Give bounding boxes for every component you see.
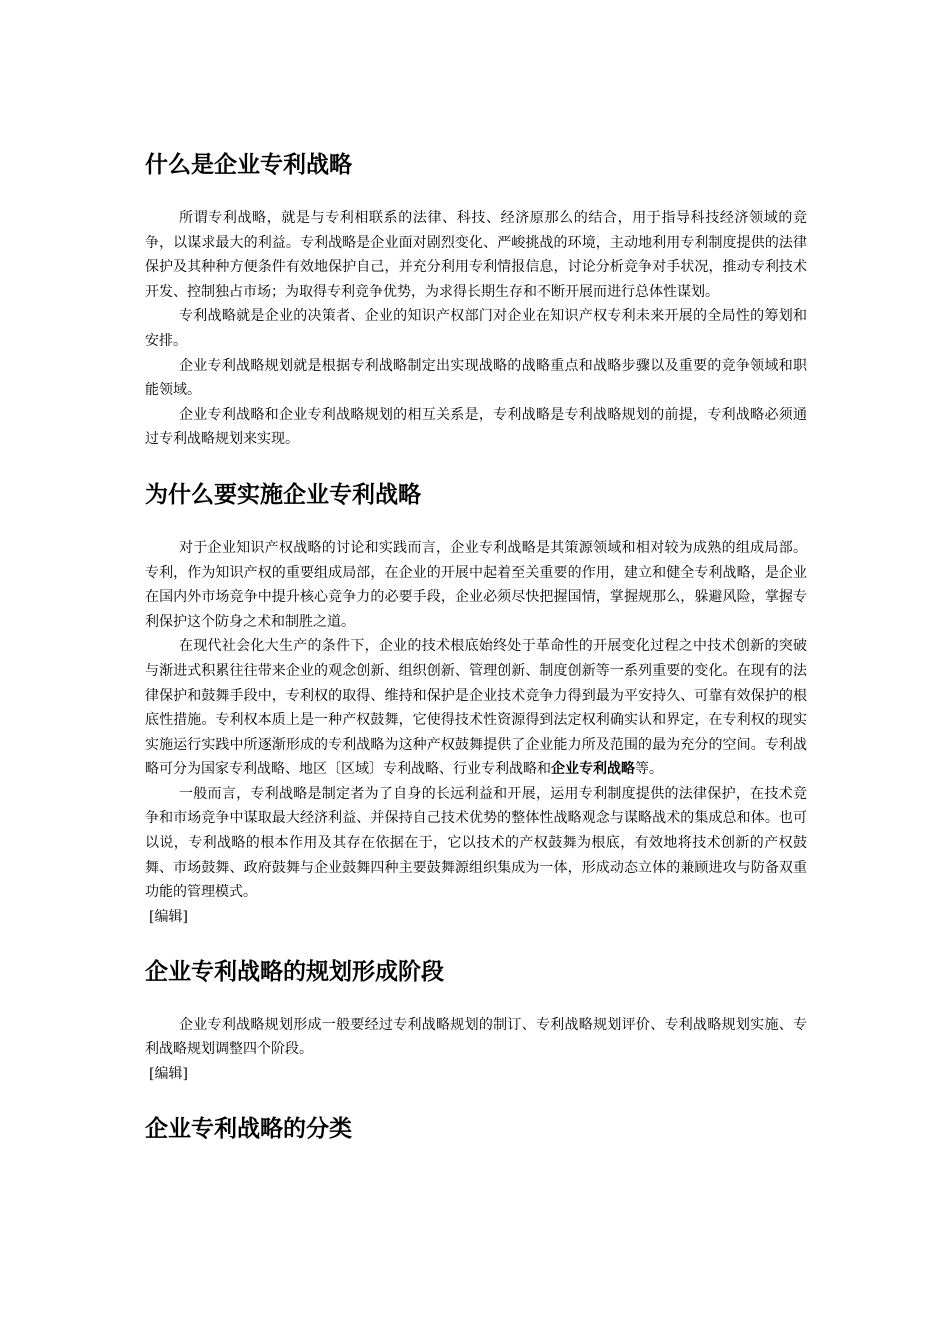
paragraph: 企业专利战略规划就是根据专利战略制定出实现战略的战略重点和战略步骤以及重要的竞争领域和职能领域。 <box>145 357 807 399</box>
paragraph: 企业专利战略和企业专利战略规划的相互关系是，专利战略是专利战略规划的前提，专利战略必须通过专利战略规划来实现。 <box>145 406 807 448</box>
paragraph: 企业专利战略规划形成一般要经过专利战略规划的制订、专利战略规划评价、专利战略规划实施、专利战略规划调整四个阶段。 <box>145 1016 807 1058</box>
edit-link[interactable]: [编辑] <box>149 908 188 925</box>
paragraph: 专利战略就是企业的决策者、企业的知识产权部门对企业在知识产权专利未来开展的全局性的筹划和安排。 <box>145 308 807 349</box>
edit-link[interactable]: [编辑] <box>149 1066 188 1083</box>
paragraph <box>145 634 807 782</box>
section-heading-why: 为什么要实施企业专利战略 <box>145 481 421 508</box>
section-heading-what-is: 什么是企业专利战略 <box>145 152 352 178</box>
document-page <box>145 150 807 1144</box>
section-heading-classification: 企业专利战略的分类 <box>145 1116 352 1143</box>
section-heading-stages: 企业专利战略的规划形成阶段 <box>145 958 444 985</box>
section-body-what-is <box>145 206 807 452</box>
enterprise-patent-strategy-link[interactable]: 企业专利战略 <box>551 761 635 778</box>
paragraph-suffix: 等。 <box>635 761 663 778</box>
paragraph: 所谓专利战略，就是与专利相联系的法律、科技、经济原那么的结合，用于指导科技经济领域的竞争，以谋求最大的利益。专利战略是企业面对剧烈变化、严峻挑战的环境，主动地利用专利制度提供的法律保护及其种种方便条件有效地保护自己，并充分利用专利情报信息，讨论分析竞争对手状况，推动专利技术开发、控制独占市场；为取得专利竞争优势，为求得长期生存和不断开展而进行总体性谋划。 <box>145 210 807 300</box>
section-body-stages <box>145 1013 807 1086</box>
section-body-why <box>145 536 807 929</box>
paragraph: 对于企业知识产权战略的讨论和实践而言，企业专利战略是其策源领域和相对较为成熟的组成局部。专利，作为知识产权的重要组成局部，在企业的开展中起着至关重要的作用，建立和健全专利战略，是企业在国内外市场竞争中提升核心竞争力的必要手段，企业必须尽快把握国情，掌握规那么，躲避风险，掌握专利保护这个防身之术和制胜之道。 <box>145 539 807 630</box>
paragraph-text: 在现代社会化大生产的条件下，企业的技术根底始终处于革命性的开展变化过程之中技术创新的突破与渐进式积累往往带来企业的观念创新、组织创新、管理创新、制度创新等一系列重要的变化。在现有的法律保护和鼓舞手段中，专利权的取得、维持和保护是企业技术竞争力得到最为平安持久、可靠有效保护的根底性措施。专利权本质上是一种产权鼓舞，它使得技术性资源得到法定权利确实认和界定，在专利权的现实实施运行实践中所逐渐形成的专利战略为这种产权鼓舞提供了企业能力所及范围的最为充分的空间。专利战略可分为国家专利战略、地区〔区域〕专利战略、行业专利战略和 <box>145 638 807 778</box>
paragraph: 一般而言，专利战略是制定者为了自身的长远利益和开展，运用专利制度提供的法律保护，在技术竞争和市场竞争中谋取最大经济利益、并保持自己技术优势的整体性战略观念与谋略战术的集成总和体。也可以说，专利战略的根本作用及其存在依据在于，它以技术的产权鼓舞为根底，有效地将技术创新的产权鼓舞、市场鼓舞、政府鼓舞与企业鼓舞四种主要鼓舞源组织集成为一体，形成动态立体的兼顾进攻与防备双重功能的管理模式。 <box>145 785 807 901</box>
